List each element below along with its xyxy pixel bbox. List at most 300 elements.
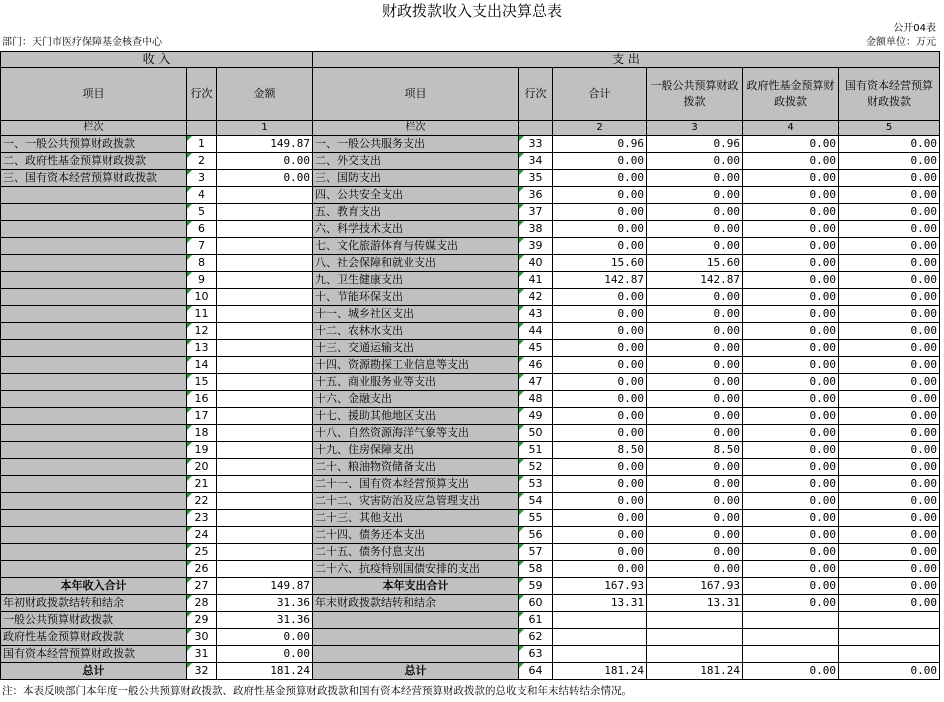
expense-total: 0.00 <box>553 323 647 340</box>
carry-sub-row <box>1 612 940 629</box>
income-line-no: 21 <box>187 476 217 493</box>
carry-sub-row <box>1 629 940 646</box>
carry-sub-amount: 31.36 <box>217 612 313 629</box>
expense-general-budget: 142.87 <box>647 272 743 289</box>
expense-general-budget: 0.00 <box>647 221 743 238</box>
section-row <box>1 52 940 68</box>
expense-gov-fund: 0.00 <box>743 289 839 306</box>
expense-total: 0.00 <box>553 340 647 357</box>
income-item <box>1 289 187 306</box>
expense-gov-fund: 0.00 <box>743 153 839 170</box>
income-amount <box>217 476 313 493</box>
grand-total-soe: 0.00 <box>839 663 940 680</box>
expense-line-header: 行次 <box>519 68 553 121</box>
expense-line-no: 52 <box>519 459 553 476</box>
unit-label: 金额单位：万元 <box>866 37 936 48</box>
lanci-label-2: 栏次 <box>313 121 519 136</box>
lanci-4: 4 <box>743 121 839 136</box>
expense-item: 三、国防支出 <box>313 170 519 187</box>
expense-soe-budget: 0.00 <box>839 357 940 374</box>
carry-sub-expense-blank <box>313 629 519 646</box>
income-line-no: 1 <box>187 136 217 153</box>
carry-sub-expense-blank <box>313 612 519 629</box>
table-row <box>1 340 940 357</box>
expense-total: 0.00 <box>553 493 647 510</box>
expense-line-no: 33 <box>519 136 553 153</box>
income-line-no: 4 <box>187 187 217 204</box>
grand-total-line-2: 64 <box>519 663 553 680</box>
expense-general-budget: 0.00 <box>647 170 743 187</box>
income-line-no: 5 <box>187 204 217 221</box>
expense-soe-budget: 0.00 <box>839 459 940 476</box>
expense-general-budget: 0.00 <box>647 391 743 408</box>
income-line-no: 2 <box>187 153 217 170</box>
expense-general-budget: 0.00 <box>647 561 743 578</box>
expense-gov-fund: 0.00 <box>743 238 839 255</box>
grand-total-sum: 181.24 <box>553 663 647 680</box>
income-item-header: 项目 <box>1 68 187 121</box>
income-line-no: 25 <box>187 544 217 561</box>
expense-total: 0.00 <box>553 238 647 255</box>
carry-sub-label: 政府性基金预算财政拨款 <box>1 629 187 646</box>
expense-general-budget: 0.00 <box>647 425 743 442</box>
expense-soe-budget: 0.00 <box>839 238 940 255</box>
grand-total-label: 总计 <box>1 663 187 680</box>
expense-total-gen: 167.93 <box>647 578 743 595</box>
expense-general-budget: 0.00 <box>647 510 743 527</box>
carry-sub-blank <box>553 646 647 663</box>
gov-fund-header: 政府性基金预算财政拨款 <box>743 68 839 121</box>
table-row <box>1 493 940 510</box>
expense-gov-fund: 0.00 <box>743 442 839 459</box>
lanci-blank <box>187 121 217 136</box>
table-row <box>1 204 940 221</box>
expense-gov-fund: 0.00 <box>743 340 839 357</box>
report-title: 财政拨款收入支出决算总表 <box>381 2 562 20</box>
expense-gov-fund: 0.00 <box>743 510 839 527</box>
expense-gov-fund: 0.00 <box>743 425 839 442</box>
expense-total-gov: 0.00 <box>743 578 839 595</box>
income-amount <box>217 510 313 527</box>
expense-line-no: 50 <box>519 425 553 442</box>
lanci-1: 1 <box>217 121 313 136</box>
table-row <box>1 374 940 391</box>
expense-general-budget: 0.00 <box>647 476 743 493</box>
income-amount <box>217 221 313 238</box>
expense-general-budget: 15.60 <box>647 255 743 272</box>
income-amount: 0.00 <box>217 170 313 187</box>
income-amount <box>217 544 313 561</box>
expense-gov-fund: 0.00 <box>743 459 839 476</box>
expense-general-budget: 0.00 <box>647 187 743 204</box>
expense-general-budget: 0.00 <box>647 323 743 340</box>
expense-gov-fund: 0.00 <box>743 408 839 425</box>
expense-line-no: 44 <box>519 323 553 340</box>
expense-general-budget: 0.00 <box>647 289 743 306</box>
expense-gov-fund: 0.00 <box>743 391 839 408</box>
income-amount <box>217 391 313 408</box>
table-row <box>1 136 940 153</box>
expense-soe-budget: 0.00 <box>839 425 940 442</box>
table-row <box>1 408 940 425</box>
income-amount <box>217 306 313 323</box>
expense-gov-fund: 0.00 <box>743 374 839 391</box>
income-amount <box>217 374 313 391</box>
carry-sub-blank <box>839 629 940 646</box>
expense-soe-budget: 0.00 <box>839 221 940 238</box>
expense-total: 0.00 <box>553 170 647 187</box>
carry-sub-label: 一般公共预算财政拨款 <box>1 612 187 629</box>
carry-out-line: 60 <box>519 595 553 612</box>
total-header: 合计 <box>553 68 647 121</box>
table-row <box>1 527 940 544</box>
income-line-no: 3 <box>187 170 217 187</box>
income-item <box>1 391 187 408</box>
expense-line-no: 58 <box>519 561 553 578</box>
expense-item: 十、节能环保支出 <box>313 289 519 306</box>
table-row <box>1 187 940 204</box>
expense-line-no: 53 <box>519 476 553 493</box>
income-line-no: 18 <box>187 425 217 442</box>
expense-gov-fund: 0.00 <box>743 136 839 153</box>
expense-item: 二十五、债务付息支出 <box>313 544 519 561</box>
expense-item: 四、公共安全支出 <box>313 187 519 204</box>
expense-total: 0.00 <box>553 544 647 561</box>
expense-item-header: 项目 <box>313 68 519 121</box>
expense-item: 十三、交通运输支出 <box>313 340 519 357</box>
general-budget-header: 一般公共预算财政拨款 <box>647 68 743 121</box>
expense-line-no: 41 <box>519 272 553 289</box>
expense-soe-budget: 0.00 <box>839 493 940 510</box>
carry-sub-blank <box>553 629 647 646</box>
table-row <box>1 391 940 408</box>
expense-soe-budget: 0.00 <box>839 476 940 493</box>
expense-gov-fund: 0.00 <box>743 527 839 544</box>
income-item <box>1 340 187 357</box>
expense-soe-budget: 0.00 <box>839 374 940 391</box>
grand-total-gov: 0.00 <box>743 663 839 680</box>
income-section-header: 收 入 <box>1 52 313 68</box>
income-line-no: 7 <box>187 238 217 255</box>
income-amount <box>217 357 313 374</box>
income-item <box>1 408 187 425</box>
income-amount <box>217 204 313 221</box>
expense-total: 0.00 <box>553 204 647 221</box>
expense-item: 十五、商业服务业等支出 <box>313 374 519 391</box>
expense-gov-fund: 0.00 <box>743 493 839 510</box>
carry-sub-row <box>1 646 940 663</box>
carry-in-line: 28 <box>187 595 217 612</box>
expense-total: 15.60 <box>553 255 647 272</box>
expense-soe-budget: 0.00 <box>839 136 940 153</box>
form-code: 公开04表 <box>893 23 936 34</box>
expense-general-budget: 0.00 <box>647 374 743 391</box>
expense-general-budget: 0.00 <box>647 357 743 374</box>
expense-soe-budget: 0.00 <box>839 408 940 425</box>
carry-sub-line: 31 <box>187 646 217 663</box>
expense-general-budget: 0.96 <box>647 136 743 153</box>
carry-sub-line: 29 <box>187 612 217 629</box>
expense-line-no: 40 <box>519 255 553 272</box>
income-amount: 149.87 <box>217 136 313 153</box>
expense-soe-budget: 0.00 <box>839 340 940 357</box>
expense-total-soe: 0.00 <box>839 578 940 595</box>
lanci-5: 5 <box>839 121 940 136</box>
income-line-no: 13 <box>187 340 217 357</box>
income-item <box>1 442 187 459</box>
footnote: 注：本表反映部门本年度一般公共预算财政拨款、政府性基金预算财政拨款和国有资本经营预算财政拨款的总收支和年末结转结余情况。 <box>2 685 632 697</box>
income-line-no: 22 <box>187 493 217 510</box>
expense-gov-fund: 0.00 <box>743 476 839 493</box>
grand-total-label-2: 总计 <box>313 663 519 680</box>
table-row <box>1 306 940 323</box>
expense-general-budget: 0.00 <box>647 340 743 357</box>
soe-budget-header: 国有资本经营预算财政拨款 <box>839 68 940 121</box>
expense-soe-budget: 0.00 <box>839 323 940 340</box>
expense-item: 十二、农林水支出 <box>313 323 519 340</box>
income-line-no: 20 <box>187 459 217 476</box>
income-amount <box>217 527 313 544</box>
expense-general-budget: 8.50 <box>647 442 743 459</box>
income-item <box>1 255 187 272</box>
table-row <box>1 153 940 170</box>
income-item <box>1 476 187 493</box>
income-line-no: 6 <box>187 221 217 238</box>
income-item <box>1 544 187 561</box>
expense-soe-budget: 0.00 <box>839 255 940 272</box>
expense-item: 一、一般公共服务支出 <box>313 136 519 153</box>
table-row <box>1 289 940 306</box>
income-line-no: 24 <box>187 527 217 544</box>
table-row <box>1 425 940 442</box>
expense-soe-budget: 0.00 <box>839 391 940 408</box>
income-item <box>1 204 187 221</box>
expense-soe-budget: 0.00 <box>839 442 940 459</box>
expense-general-budget: 0.00 <box>647 544 743 561</box>
expense-soe-budget: 0.00 <box>839 510 940 527</box>
expense-section-header: 支 出 <box>313 52 940 68</box>
grand-total-line: 32 <box>187 663 217 680</box>
expense-item: 二十三、其他支出 <box>313 510 519 527</box>
expense-line-no: 47 <box>519 374 553 391</box>
expense-item: 十四、资源勘探工业信息等支出 <box>313 357 519 374</box>
expense-total-label: 本年支出合计 <box>313 578 519 595</box>
expense-line-no: 43 <box>519 306 553 323</box>
expense-item: 十一、城乡社区支出 <box>313 306 519 323</box>
expense-total: 0.00 <box>553 408 647 425</box>
income-item <box>1 357 187 374</box>
income-line-no: 17 <box>187 408 217 425</box>
expense-line-no: 48 <box>519 391 553 408</box>
income-item <box>1 510 187 527</box>
expense-total: 0.00 <box>553 510 647 527</box>
expense-item: 八、社会保障和就业支出 <box>313 255 519 272</box>
table-row <box>1 272 940 289</box>
annual-total-row <box>1 578 940 595</box>
expense-line-no: 57 <box>519 544 553 561</box>
table-row <box>1 238 940 255</box>
expense-line-no: 56 <box>519 527 553 544</box>
expense-general-budget: 0.00 <box>647 527 743 544</box>
carry-sub-amount: 0.00 <box>217 646 313 663</box>
income-item: 二、政府性基金预算财政拨款 <box>1 153 187 170</box>
carry-out-gov: 0.00 <box>743 595 839 612</box>
expense-line-no: 38 <box>519 221 553 238</box>
column-index-row <box>1 121 940 136</box>
carry-in-label: 年初财政拨款结转和结余 <box>1 595 187 612</box>
carry-sub-expense-line: 61 <box>519 612 553 629</box>
income-amount <box>217 187 313 204</box>
table-row <box>1 221 940 238</box>
expense-line-no: 42 <box>519 289 553 306</box>
table-row <box>1 459 940 476</box>
expense-general-budget: 0.00 <box>647 493 743 510</box>
table-row <box>1 561 940 578</box>
table-row <box>1 323 940 340</box>
income-item <box>1 425 187 442</box>
income-line-no: 10 <box>187 289 217 306</box>
expense-item: 二十四、债务还本支出 <box>313 527 519 544</box>
income-amount <box>217 408 313 425</box>
expense-soe-budget: 0.00 <box>839 561 940 578</box>
carry-row <box>1 595 940 612</box>
budget-table <box>0 51 940 680</box>
expense-general-budget: 0.00 <box>647 459 743 476</box>
carry-out-gen: 13.31 <box>647 595 743 612</box>
expense-item: 十八、自然资源海洋气象等支出 <box>313 425 519 442</box>
income-amount <box>217 442 313 459</box>
expense-item: 二十二、灾害防治及应急管理支出 <box>313 493 519 510</box>
income-amount <box>217 255 313 272</box>
carry-out-label: 年末财政拨款结转和结余 <box>313 595 519 612</box>
income-item: 三、国有资本经营预算财政拨款 <box>1 170 187 187</box>
expense-total: 0.00 <box>553 391 647 408</box>
table-row <box>1 357 940 374</box>
expense-total: 142.87 <box>553 272 647 289</box>
expense-line-no: 54 <box>519 493 553 510</box>
income-amount <box>217 340 313 357</box>
income-line-no: 9 <box>187 272 217 289</box>
expense-gov-fund: 0.00 <box>743 544 839 561</box>
expense-total: 0.96 <box>553 136 647 153</box>
income-line-no: 26 <box>187 561 217 578</box>
expense-total-line: 59 <box>519 578 553 595</box>
grand-total-gen: 181.24 <box>647 663 743 680</box>
expense-general-budget: 0.00 <box>647 204 743 221</box>
expense-gov-fund: 0.00 <box>743 561 839 578</box>
table-row <box>1 510 940 527</box>
lanci-2: 2 <box>553 121 647 136</box>
expense-total: 0.00 <box>553 527 647 544</box>
income-line-no: 23 <box>187 510 217 527</box>
income-line-no: 11 <box>187 306 217 323</box>
income-item <box>1 561 187 578</box>
expense-gov-fund: 0.00 <box>743 323 839 340</box>
lanci-3: 3 <box>647 121 743 136</box>
expense-line-no: 37 <box>519 204 553 221</box>
grand-total-row <box>1 663 940 680</box>
income-item <box>1 221 187 238</box>
income-item <box>1 187 187 204</box>
income-item: 一、一般公共预算财政拨款 <box>1 136 187 153</box>
expense-line-no: 51 <box>519 442 553 459</box>
expense-item: 十六、金融支出 <box>313 391 519 408</box>
income-amount: 0.00 <box>217 153 313 170</box>
income-item <box>1 527 187 544</box>
table-row <box>1 255 940 272</box>
income-line-header: 行次 <box>187 68 217 121</box>
carry-sub-blank <box>743 629 839 646</box>
carry-sub-blank <box>839 612 940 629</box>
expense-gov-fund: 0.00 <box>743 204 839 221</box>
expense-total: 0.00 <box>553 153 647 170</box>
income-total-amount: 149.87 <box>217 578 313 595</box>
expense-gov-fund: 0.00 <box>743 306 839 323</box>
expense-gov-fund: 0.00 <box>743 221 839 238</box>
income-line-no: 19 <box>187 442 217 459</box>
expense-soe-budget: 0.00 <box>839 306 940 323</box>
expense-soe-budget: 0.00 <box>839 272 940 289</box>
table-row <box>1 170 940 187</box>
carry-out-sum: 13.31 <box>553 595 647 612</box>
carry-out-soe: 0.00 <box>839 595 940 612</box>
income-amount <box>217 323 313 340</box>
expense-line-no: 39 <box>519 238 553 255</box>
carry-sub-blank <box>553 612 647 629</box>
carry-sub-blank <box>743 612 839 629</box>
expense-total: 0.00 <box>553 425 647 442</box>
income-amount <box>217 459 313 476</box>
expense-line-no: 55 <box>519 510 553 527</box>
carry-sub-expense-line: 63 <box>519 646 553 663</box>
income-item <box>1 238 187 255</box>
expense-general-budget: 0.00 <box>647 153 743 170</box>
expense-soe-budget: 0.00 <box>839 289 940 306</box>
income-amount <box>217 238 313 255</box>
expense-item: 九、卫生健康支出 <box>313 272 519 289</box>
expense-gov-fund: 0.00 <box>743 357 839 374</box>
expense-gov-fund: 0.00 <box>743 272 839 289</box>
income-line-no: 14 <box>187 357 217 374</box>
income-item <box>1 323 187 340</box>
expense-line-no: 36 <box>519 187 553 204</box>
table-row <box>1 442 940 459</box>
expense-item: 六、科学技术支出 <box>313 221 519 238</box>
carry-sub-blank <box>647 629 743 646</box>
expense-line-no: 49 <box>519 408 553 425</box>
carry-sub-blank <box>839 646 940 663</box>
expense-soe-budget: 0.00 <box>839 204 940 221</box>
carry-in-amount: 31.36 <box>217 595 313 612</box>
expense-item: 二十六、抗疫特别国债安排的支出 <box>313 561 519 578</box>
income-line-no: 15 <box>187 374 217 391</box>
carry-sub-label: 国有资本经营预算财政拨款 <box>1 646 187 663</box>
carry-sub-blank <box>647 612 743 629</box>
expense-soe-budget: 0.00 <box>839 527 940 544</box>
expense-total: 0.00 <box>553 357 647 374</box>
expense-item: 二十一、国有资本经营预算支出 <box>313 476 519 493</box>
expense-total: 8.50 <box>553 442 647 459</box>
table-row <box>1 544 940 561</box>
income-amount <box>217 425 313 442</box>
expense-soe-budget: 0.00 <box>839 544 940 561</box>
expense-general-budget: 0.00 <box>647 238 743 255</box>
expense-soe-budget: 0.00 <box>839 187 940 204</box>
expense-line-no: 45 <box>519 340 553 357</box>
expense-gov-fund: 0.00 <box>743 255 839 272</box>
expense-total: 0.00 <box>553 306 647 323</box>
carry-sub-expense-line: 62 <box>519 629 553 646</box>
